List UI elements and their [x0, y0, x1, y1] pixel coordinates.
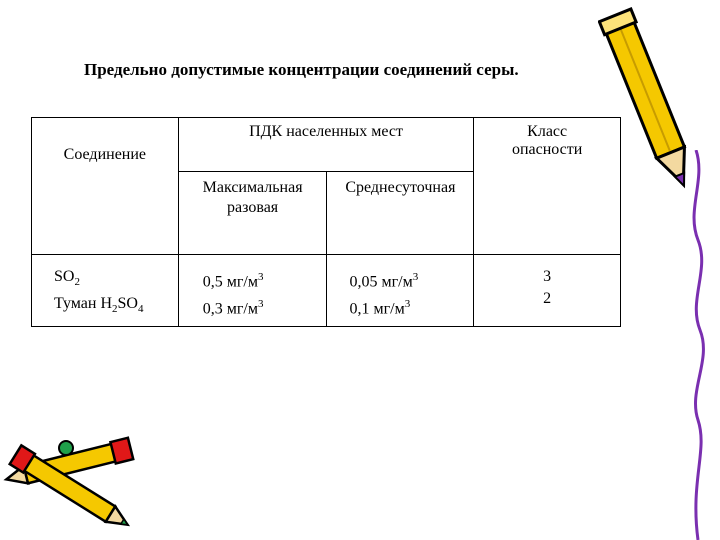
subheader-max — [178, 172, 327, 255]
class-value-so2: 3 — [543, 268, 552, 285]
class-values-cell — [474, 255, 621, 327]
avg-value-h2so4: 0,1 $мг/м^3$ — [349, 298, 411, 318]
subheader-avg: Среднесуточная — [327, 172, 474, 255]
crossed-pencils-icon — [0, 432, 150, 540]
compound-so2: $SO_2$ — [54, 268, 80, 289]
subheader-max-line1: Максимальная — [202, 179, 303, 196]
compound-cell — [32, 255, 179, 327]
max-value-so2: 0,5 $мг/м^3$ — [202, 271, 264, 291]
squiggle-line-icon — [676, 150, 716, 540]
avg-values-cell — [327, 255, 474, 327]
header-pdk: ПДК населенных мест — [178, 118, 474, 172]
subheader-max-line2: разовая — [227, 199, 279, 216]
max-value-h2so4: 0,3 $мг/м^3$ — [202, 298, 264, 318]
header-compound: Соединение — [32, 118, 179, 255]
pdk-table — [31, 117, 621, 327]
avg-value-so2: 0,05 $мг/м^3$ — [349, 271, 419, 291]
header-class-line2: опасности — [511, 141, 583, 158]
page-title: Предельно допустимые концентрации соединений серы. — [84, 60, 519, 79]
header-class-line1: Класс — [527, 123, 568, 140]
compound-h2so4: Туман $H_2SO_4$ — [54, 295, 144, 316]
max-values-cell — [178, 255, 327, 327]
class-value-h2so4: 2 — [543, 290, 552, 307]
